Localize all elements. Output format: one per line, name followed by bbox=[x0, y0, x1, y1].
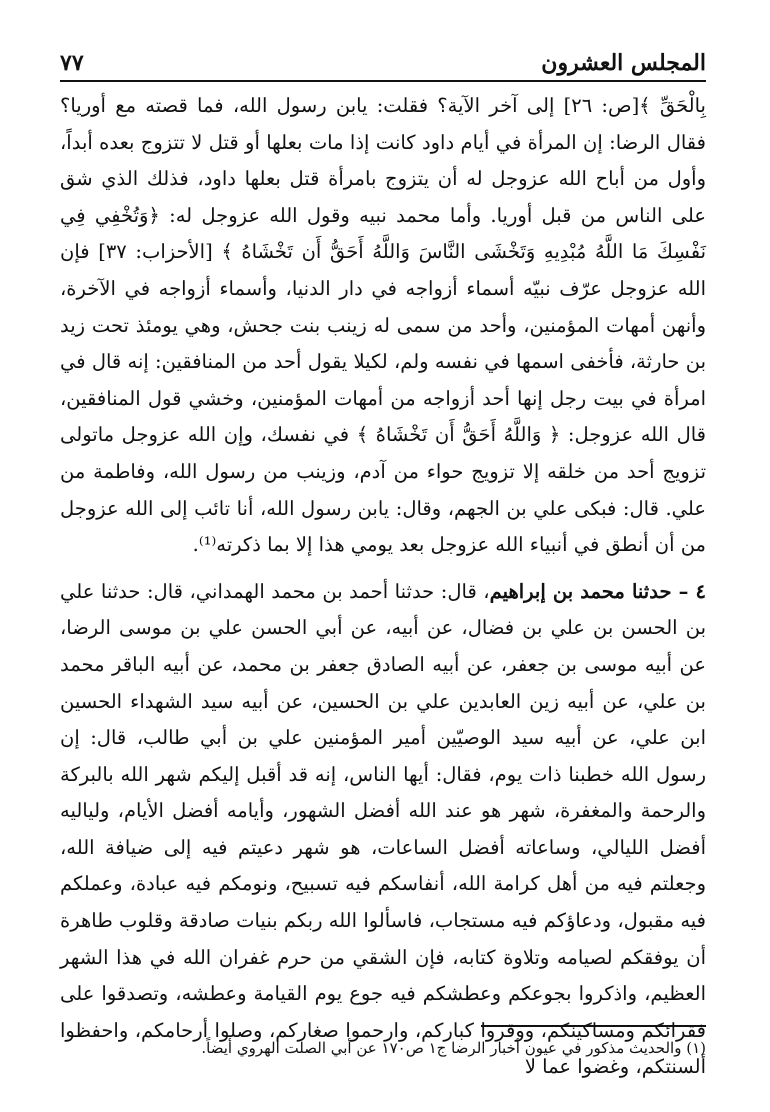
chapter-title: المجلس العشرون bbox=[541, 50, 706, 76]
page-header bbox=[60, 40, 706, 82]
paragraph-1-text: بِالْحَقِّ ﴾[ص: ٢٦] إلى آخر الآية؟ فقلت: يابن رسول الله، فما قصته مع أوريا؟ فقال الرضا: إن المرأة في أيام داود كانت إذا مات بعلها أو قتل لا تتزوج بعده أبداً، وأول من أباح الله عزوجل له أن يتزوج بامرأة قتل بعلها داود، فذلك الذي شق على الناس من قبل أوريا. وأما محمد نبيه وقول الله عزوجل له: ﴿وَتُخْفِي فِي نَفْسِكَ مَا اللَّهُ مُبْدِيهِ وَتَخْشَى النَّاسَ وَاللَّهُ أَحَقُّ أَن تَخْشَاهُ ﴾ [الأحزاب: ٣٧] فإن الله عزوجل عرّف نبيّه أسماء أزواجه في دار الدنيا، وأسماء أزواجه في الآخرة، وأنهن أمهات المؤمنين، وأحد من سمى له زينب بنت جحش، وهي يومئذ تحت زيد بن حارثة، فأخفى اسمها في نفسه ولم، لكيلا يقول أحد من المنافقين: إنه قال في امرأة في بيت رجل إنها أحد أزواجه من أمهات المؤمنين، وخشي قول المنافقين، قال الله عزوجل: ﴿ وَاللَّهُ أَحَقُّ أَن تَخْشَاهُ ﴾ في نفسك، وإن الله عزوجل ماتولى تزويج أحد من خلقه إلا تزويج حواء من آدم، وزينب من رسول الله، وفاطمة من علي. قال: فبكى علي بن الجهم، وقال: يابن رسول الله، أنا تائب إلى الله عزوجل من أن أنطق في أنبياء الله عزوجل بعد يومي هذا إلا بما ذكرته⁽¹⁾. bbox=[60, 94, 707, 557]
footnote: (١) والحديث مذكور في عيون أخبار الرضا ج١ ص١٧٠ عن أبي الصلت الهروي أيضاً. bbox=[201, 1039, 706, 1057]
paragraph-2 bbox=[60, 574, 706, 1086]
paragraph-2-lead: ٤ – حدثنا محمد بن إبراهيم bbox=[489, 579, 707, 603]
page-number: ٧٧ bbox=[60, 50, 84, 76]
footnote-divider bbox=[481, 1025, 706, 1027]
paragraph-2-text: ، قال: حدثنا أحمد بن محمد الهمداني، قال: حدثنا علي بن الحسن بن علي بن فضال، عن أبيه، عن أبي الحسن علي بن موسى الرضا، عن أبيه موسى بن جعفر، عن أبيه الصادق جعفر بن محمد، عن أبيه الباقر محمد بن علي، عن أبيه زين العابدين علي بن الحسين، عن أبيه سيد الشهداء الحسين ابن علي، عن أبيه سيد الوصيّين أمير المؤمنين علي بن أبي طالب، قال: إن رسول الله خطبنا ذات يوم، فقال: أيها الناس، إنه قد أقبل إليكم شهر الله بالبركة والرحمة والمغفرة، شهر هو عند الله أفضل الشهور، وأيامه أفضل الأيام، ولياليه أفضل الليالي، وساعاته أفضل الساعات، هو شهر دعيتم فيه إلى ضيافة الله، وجعلتم فيه من أهل كرامة الله، أنفاسكم فيه تسبيح، ونومكم فيه عبادة، وعملكم فيه مقبول، ودعاؤكم فيه مستجاب، فاسألوا الله ربكم بنيات صادقة وقلوب طاهرة أن يوفقكم لصيامه وتلاوة كتابه، فإن الشقي من حرم غفران الله في هذا الشهر العظيم، واذكروا بجوعكم وعطشكم فيه جوع يوم القيامة وعطشه، وتصدقوا على فقرائكم ومساكينكم، ووقروا كباركم، وارحموا صغاركم، وصلوا أرحامكم، واحفظوا ألسنتكم، وغضوا عما لا bbox=[60, 579, 706, 1079]
paragraph-1 bbox=[60, 88, 706, 564]
body-text bbox=[60, 88, 706, 1086]
